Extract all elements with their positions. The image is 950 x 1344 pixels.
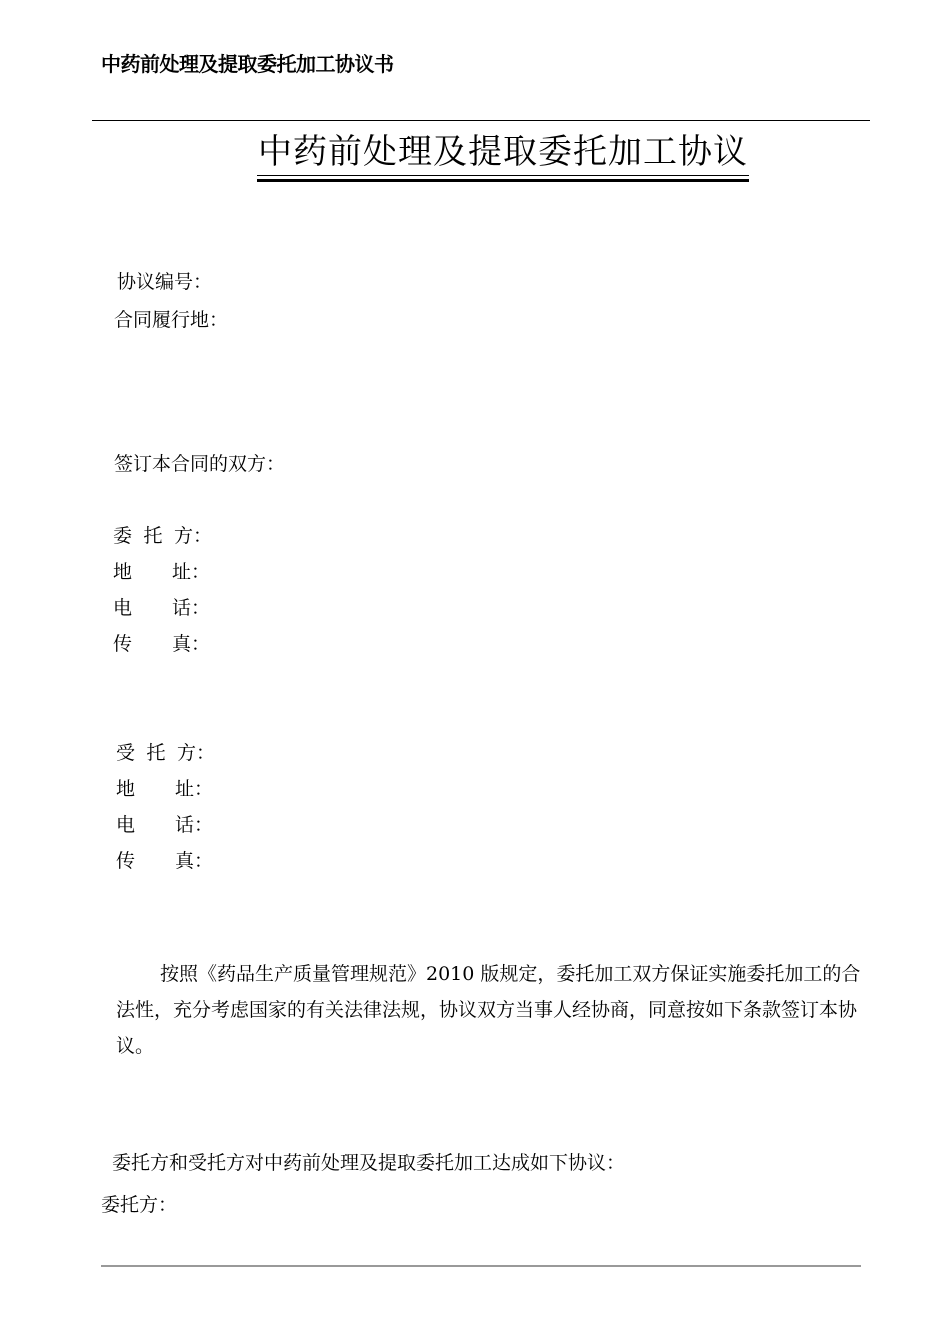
client-address-label: 地 址： bbox=[113, 561, 210, 583]
agreement-intro: 委托方和受托方对中药前处理及提取委托加工达成如下协议： bbox=[112, 1152, 626, 1174]
title-underline-thin bbox=[257, 175, 749, 176]
header-rule bbox=[92, 120, 870, 121]
running-header: 中药前处理及提取委托加工协议书 bbox=[101, 52, 394, 76]
gmp-compliance-paragraph: 按照《药品生产质量管理规范》2010 版规定，委托加工双方保证实施委托加工的合法性，充分考虑国家的有关法律法规，协议双方当事人经协商，同意按如下条款签订本协议。 bbox=[116, 963, 861, 1057]
contractor-address-label: 地 址： bbox=[116, 778, 213, 800]
performance-place-label: 合同履行地： bbox=[114, 309, 229, 331]
parties-intro: 签订本合同的双方： bbox=[114, 453, 286, 475]
document-title: 中药前处理及提取委托加工协议 bbox=[258, 132, 748, 172]
client-section-label: 委托方： bbox=[101, 1194, 178, 1216]
contractor-phone-label: 电 话： bbox=[116, 814, 213, 836]
contractor-fax-label: 传 真： bbox=[116, 850, 213, 872]
agreement-number-label: 协议编号： bbox=[117, 271, 213, 293]
client-fax-label: 传 真： bbox=[113, 633, 210, 655]
client-party-label: 委 托 方： bbox=[113, 525, 212, 547]
footer-rule bbox=[101, 1265, 861, 1267]
title-underline-thick bbox=[257, 179, 749, 182]
client-phone-label: 电 话： bbox=[113, 597, 210, 619]
contractor-party-label: 受 托 方： bbox=[116, 742, 215, 764]
